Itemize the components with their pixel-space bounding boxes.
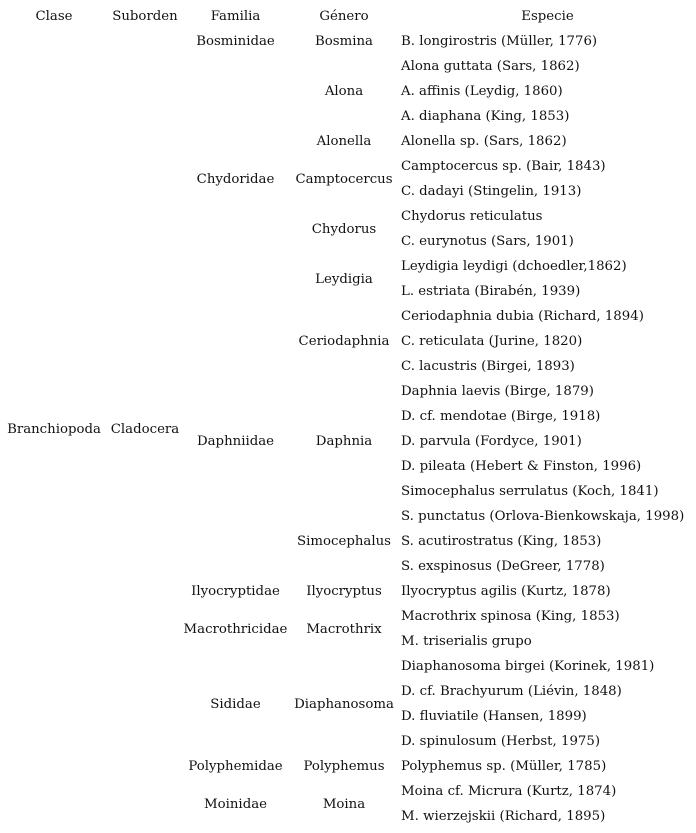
genero-cell: Alonella bbox=[316, 134, 372, 149]
taxonomy-table bbox=[0, 4, 696, 829]
genero-cell: Alona bbox=[324, 84, 364, 99]
familia-cell: Macrothricidae bbox=[183, 621, 288, 637]
especie-cell: Camptocercus sp. (Bair, 1843) bbox=[401, 159, 606, 174]
especie-cell: M. triserialis grupo bbox=[401, 634, 532, 649]
genero-cell: Bosmina bbox=[315, 34, 373, 49]
especie-cell: D. cf. Brachyurum (Liévin, 1848) bbox=[401, 684, 622, 699]
header-clase: Clase bbox=[35, 9, 73, 24]
especie-cell: M. wierzejskii (Richard, 1895) bbox=[401, 809, 606, 824]
especie-cell: B. longirostris (Müller, 1776) bbox=[401, 34, 598, 49]
especie-cell: D. cf. mendotae (Birge, 1918) bbox=[401, 409, 601, 424]
especie-cell: Leydigia leydigi (dchoedler,1862) bbox=[401, 259, 627, 274]
genero-cell: Moina bbox=[322, 796, 366, 812]
especie-cell: Macrothrix spinosa (King, 1853) bbox=[401, 609, 620, 624]
especie-cell: S. punctatus (Orlova-Bienkowskaja, 1998) bbox=[401, 509, 685, 524]
especie-cell: Ceriodaphnia dubia (Richard, 1894) bbox=[401, 309, 644, 324]
genero-cell: Diaphanosoma bbox=[294, 696, 394, 712]
genero-cell: Daphnia bbox=[315, 434, 373, 449]
especie-cell: Diaphanosoma birgei (Korinek, 1981) bbox=[401, 659, 655, 674]
familia-cell: Ilyocryptidae bbox=[191, 584, 280, 599]
familia-cell: Daphniidae bbox=[196, 434, 275, 449]
genero-cell: Ilyocryptus bbox=[306, 584, 382, 599]
header-especie: Especie bbox=[521, 9, 574, 24]
especie-cell: Daphnia laevis (Birge, 1879) bbox=[401, 384, 594, 399]
especie-cell: Alona guttata (Sars, 1862) bbox=[401, 59, 580, 74]
especie-cell: C. reticulata (Jurine, 1820) bbox=[401, 334, 583, 349]
especie-cell: Ilyocryptus agilis (Kurtz, 1878) bbox=[401, 584, 611, 599]
familia-cell: Sididae bbox=[210, 696, 261, 712]
genero-cell: Macrothrix bbox=[306, 621, 382, 637]
familia-cell: Polyphemidae bbox=[188, 759, 283, 774]
especie-cell: D. parvula (Fordyce, 1901) bbox=[401, 434, 582, 449]
header-row bbox=[0, 4, 696, 29]
especie-cell: C. lacustris (Birgei, 1893) bbox=[401, 359, 575, 374]
table-row bbox=[0, 29, 696, 54]
familia-cell: Bosminidae bbox=[196, 34, 275, 49]
especie-cell: Chydorus reticulatus bbox=[401, 209, 543, 224]
especie-cell: D. pileata (Hebert & Finston, 1996) bbox=[401, 459, 642, 474]
especie-cell: A. affinis (Leydig, 1860) bbox=[401, 84, 563, 99]
familia-cell: Moinidae bbox=[204, 796, 267, 812]
header-suborden: Suborden bbox=[112, 9, 178, 24]
especie-cell: Alonella sp. (Sars, 1862) bbox=[401, 134, 567, 149]
especie-cell: C. dadayi (Stingelin, 1913) bbox=[401, 184, 582, 199]
header-familia: Familia bbox=[210, 9, 261, 24]
especie-cell: L. estriata (Birabén, 1939) bbox=[401, 284, 581, 299]
especie-cell: A. diaphana (King, 1853) bbox=[401, 109, 570, 124]
especie-cell: D. fluviatile (Hansen, 1899) bbox=[401, 709, 587, 724]
especie-cell: S. acutirostratus (King, 1853) bbox=[401, 534, 602, 549]
genero-cell: Leydigia bbox=[315, 271, 373, 287]
genero-cell: Polyphemus bbox=[303, 759, 385, 774]
especie-cell: C. eurynotus (Sars, 1901) bbox=[401, 234, 574, 249]
genero-cell: Camptocercus bbox=[295, 171, 393, 187]
header-genero: Género bbox=[319, 9, 369, 24]
genero-cell: Ceriodaphnia bbox=[298, 334, 390, 349]
especie-cell: Moina cf. Micrura (Kurtz, 1874) bbox=[401, 784, 617, 799]
genero-cell: Chydorus bbox=[311, 221, 377, 237]
especie-cell: S. exspinosus (DeGreer, 1778) bbox=[401, 559, 605, 574]
genero-cell: Simocephalus bbox=[297, 534, 391, 549]
especie-cell: Polyphemus sp. (Müller, 1785) bbox=[401, 759, 607, 774]
taxonomy-body bbox=[0, 29, 696, 829]
especie-cell: Simocephalus serrulatus (Koch, 1841) bbox=[401, 484, 659, 499]
clase-cell: Branchiopoda bbox=[7, 421, 101, 437]
suborden-cell: Cladocera bbox=[110, 421, 180, 437]
especie-cell: D. spinulosum (Herbst, 1975) bbox=[401, 734, 601, 749]
familia-cell: Chydoridae bbox=[196, 171, 275, 187]
